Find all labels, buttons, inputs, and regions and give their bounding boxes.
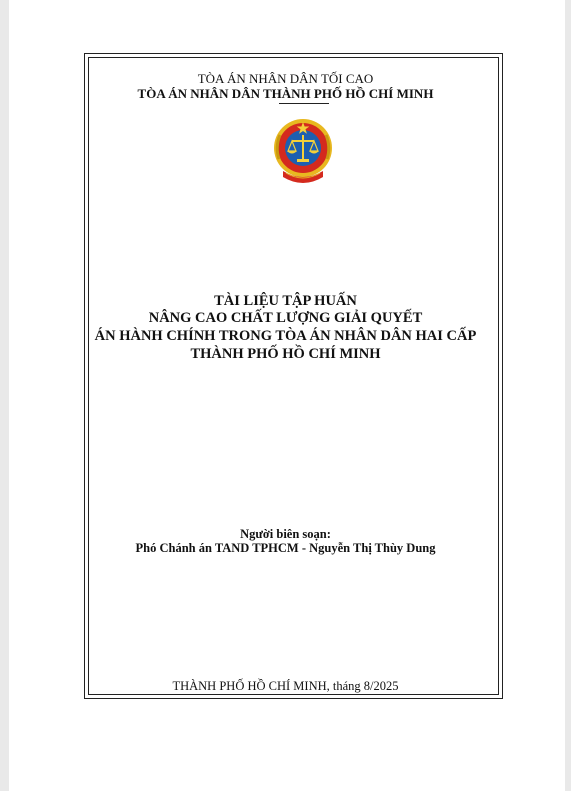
place-date: THÀNH PHỐ HỒ CHÍ MINH, tháng 8/2025 [172,679,399,693]
header-underline [279,103,329,104]
compiler-name: Phó Chánh án TAND TPHCM - Nguyễn Thị Thùy Dung [135,541,436,555]
agency-superior: TÒA ÁN NHÂN DÂN TỐI CAO [197,71,374,86]
doc-title-line-3: ÁN HÀNH CHÍNH TRONG TÒA ÁN NHÂN DÂN HAI CẤP [94,328,477,344]
doc-title-line-1: TÀI LIỆU TẬP HUẤN [214,293,357,309]
doc-title-line-4: THÀNH PHỐ HỒ CHÍ MINH [190,346,381,362]
doc-title-line-2: NÂNG CAO CHẤT LƯỢNG GIẢI QUYẾT [148,310,423,326]
court-emblem-icon [271,117,335,189]
agency-name: TÒA ÁN NHÂN DÂN THÀNH PHỐ HỒ CHÍ MINH [137,86,434,101]
compiler-label: Người biên soạn: [240,527,331,541]
